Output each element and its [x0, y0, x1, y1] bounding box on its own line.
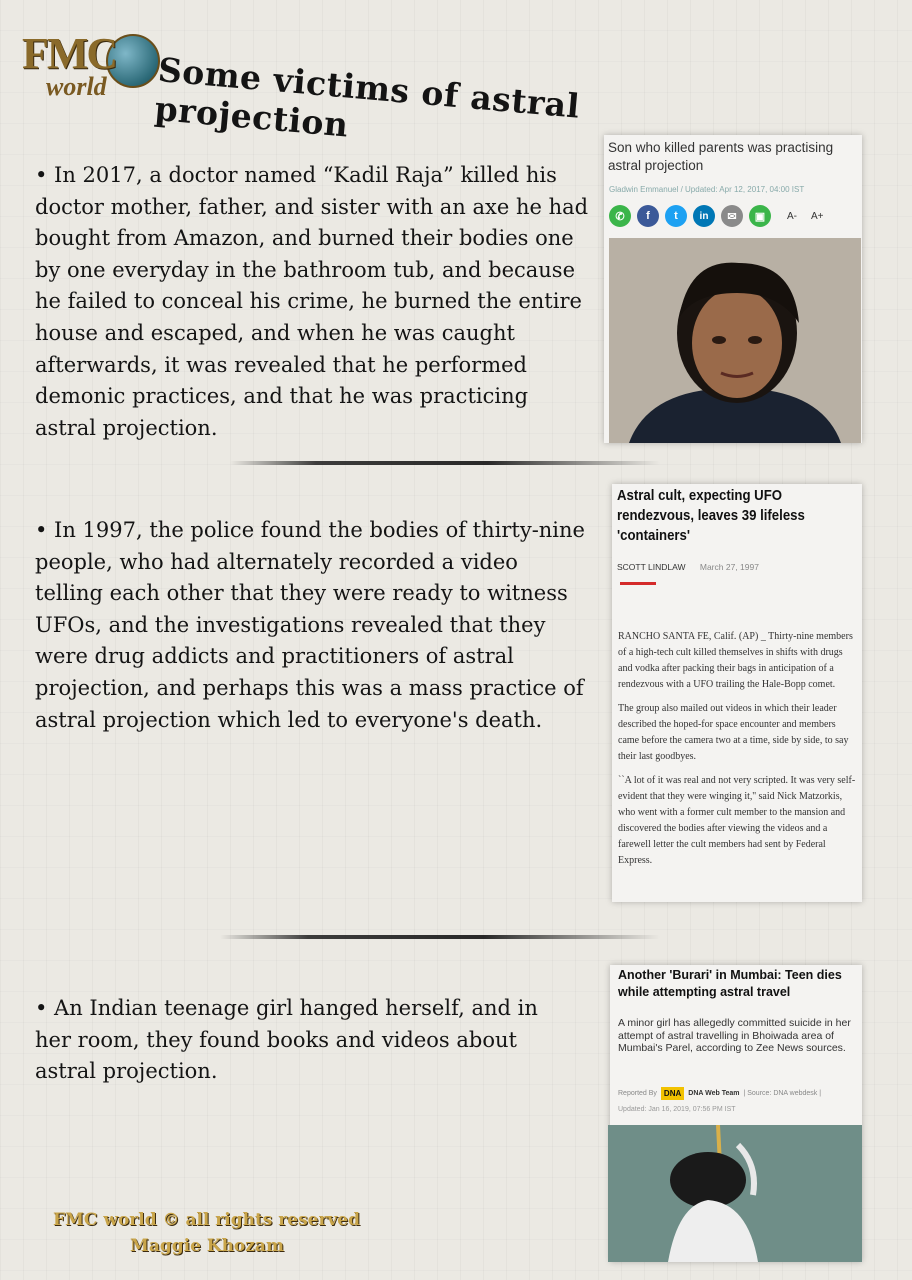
article-reporter — [618, 1087, 821, 1100]
article-summary: A minor girl has allegedly committed suicide in her attempt of astral travelling in Bhoiwada area of Mumbai's Parel, according to Zee News sources. — [618, 1017, 851, 1054]
linkedin-icon[interactable]: in — [693, 205, 715, 227]
article-meta: Gladwin Emmanuel / Updated: Apr 12, 2017, 04:00 IST — [609, 185, 805, 194]
article-byline — [617, 562, 759, 572]
article-body — [618, 629, 858, 877]
paragraph-kadil-raja: • In 2017, a doctor named “Kadil Raja” killed his doctor mother, father, and sister with an axe he had bought from Amazon, and burned their bodies one by one everyday in the bathroom tub, and because he failed to conceal his crime, he burned the entire house and escaped, and when he was caught afterwards, it was revealed that he performed demonic practices, and that he was practicing astral projection. — [35, 163, 589, 440]
paragraph-indian-teen: • An Indian teenage girl hanged herself, and in her room, they found books and videos about astral projection. — [35, 996, 538, 1084]
page-title: Some victims of astral projection — [153, 50, 582, 145]
footer-rights: FMC world © all rights reserved — [53, 1210, 360, 1230]
flipboard-icon[interactable]: ▣ — [749, 205, 771, 227]
red-accent-bar — [620, 582, 656, 585]
article-source: | Source: DNA webdesk | — [743, 1090, 822, 1097]
news-clipping-astral-cult — [612, 484, 862, 902]
article-paragraph: ``A lot of it was real and not very scripted. It was very self-evident that they were winging it,'' said Nick Matzorkis, who went with a former cult member to the mansion and discovered the bodies after viewing the videos and a farewell letter the cult members had sent by Federal Express. — [618, 775, 856, 866]
divider — [220, 935, 660, 939]
article-paragraph: RANCHO SANTA FE, Calif. (AP) _ Thirty-nine members of a high-tech cult killed themselves in shifts with drugs and vodka after packing their bags in anticipation of a rendezvous with a UFO trailing the Hale-Bopp comet. — [618, 631, 853, 690]
article-paragraph: The group also mailed out videos in which their leader described the hoped-for space encounter and members came before the camera two at a time, side by side, to say their last goodbyes. — [618, 703, 849, 762]
logo-fmc-text: FMC — [22, 29, 117, 78]
news-clipping-kadil-raja — [604, 135, 862, 443]
reporter-team: DNA Web Team — [688, 1090, 740, 1097]
paragraph-1997-cult: • In 1997, the police found the bodies of thirty-nine people, who had alternately recorded a video telling each other that they were ready to witness UFOs, and the investigations revealed that they were drug addicts and practitioners of astral projection, and perhaps this was a mass practice of astral projection which led to everyone's death. — [35, 518, 585, 732]
news-clipping-mumbai-teen — [610, 965, 862, 1262]
illustration-photo — [608, 1125, 862, 1262]
dna-logo: DNA — [661, 1087, 684, 1100]
font-larger-button[interactable]: A+ — [811, 210, 824, 222]
reported-by-label: Reported By — [618, 1090, 657, 1097]
share-bar — [609, 205, 824, 227]
whatsapp-icon[interactable]: ✆ — [609, 205, 631, 227]
font-smaller-button[interactable]: A- — [787, 210, 797, 222]
mail-icon[interactable]: ✉ — [721, 205, 743, 227]
article-updated: Updated: Jan 16, 2019, 07:56 PM IST — [618, 1106, 736, 1113]
logo-world-text: world — [46, 72, 107, 101]
article-date: March 27, 1997 — [699, 562, 759, 572]
divider — [230, 461, 660, 465]
article-headline: Son who killed parents was practising astral projection — [608, 140, 834, 173]
footer-author: Maggie Khozam — [130, 1236, 284, 1256]
article-headline: Another 'Burari' in Mumbai: Teen dies while attempting astral travel — [618, 968, 842, 999]
facebook-icon[interactable]: f — [637, 205, 659, 227]
suspect-photo — [609, 238, 861, 443]
article-author: SCOTT LINDLAW — [617, 562, 686, 572]
article-headline: Astral cult, expecting UFO rendezvous, leaves 39 lifeless 'containers' — [617, 487, 805, 544]
fmc-logo — [20, 28, 155, 108]
twitter-icon[interactable]: t — [665, 205, 687, 227]
